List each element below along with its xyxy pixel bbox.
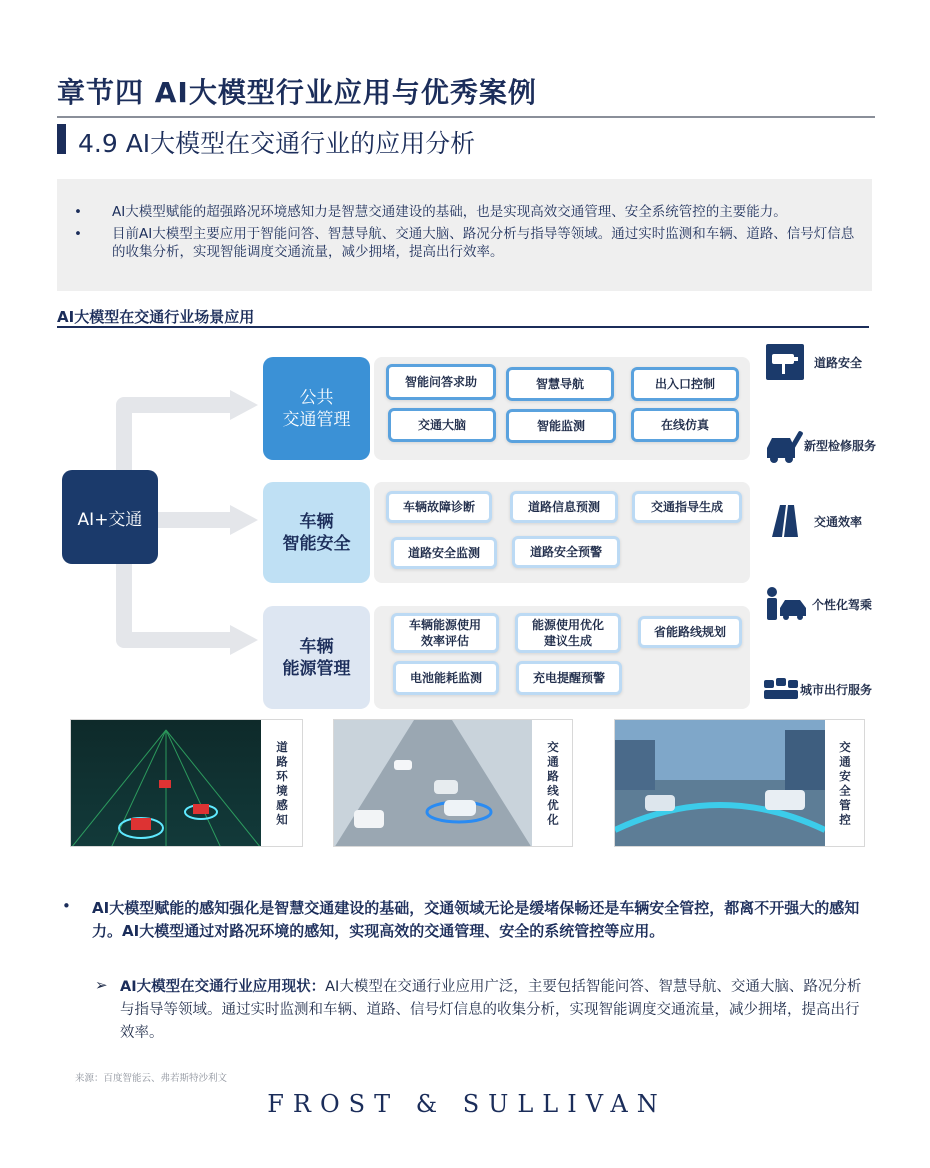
benefit-repair-service: [764, 426, 876, 464]
scenario-chip: 智能监测: [506, 409, 616, 443]
detail-body: AI大模型在交通行业应用广泛，主要包括智能问答、智慧导航、交通大脑、路况分析与指导等领域。通过实时监测和车辆、道路、信号灯信息的收集分析，实现智能调度交通流量，减少拥堵，提高出行效率。: [120, 979, 862, 1041]
category-label: 交通管理: [282, 409, 351, 430]
photo-caption: 道路环境感知: [261, 720, 303, 847]
source-note: 来源：百度智能云、弗若斯特沙利文: [75, 1073, 228, 1084]
intro-bullet: • 目前AI大模型主要应用于智能问答、智慧导航、交通大脑、路况分析与指导等领域。通过实时监测和车辆、道路、信号灯信息的收集分析，实现智能调度交通流量，减少拥堵，提高出行效率。: [74, 225, 864, 261]
scenario-chip: [515, 613, 621, 653]
detail-item: [95, 976, 865, 1045]
benefit-road-safety: [764, 342, 862, 382]
person-car-icon: [764, 586, 808, 622]
scenario-chip: 省能路线规划: [638, 616, 742, 648]
benefit-label: 新型检修服务: [804, 438, 877, 453]
category-public-transport: [263, 357, 370, 460]
scenario-chip: 在线仿真: [631, 408, 739, 442]
photo-safety-control: [614, 719, 865, 847]
summary-text: AI大模型赋能的感知强化是智慧交通建设的基础，交通领域无论是缓堵保畅还是车辆安全管控，都离不开强大的感知力。AI大模型通过对路况环境的感知，实现高效的交通管理、安全的系统管控等应用。: [92, 899, 860, 940]
photo-road-perception: [70, 719, 303, 847]
intro-bullet: • AI大模型赋能的超强路况环境感知力是智慧交通建设的基础，也是实现高效交通管理、安全系统管控的主要能力。: [74, 203, 864, 221]
benefit-city-mobility: [762, 676, 872, 702]
scenario-chip: 智慧导航: [506, 367, 614, 401]
arrow-bullet-icon: ➢: [95, 976, 108, 994]
category-label: 车辆: [299, 636, 334, 657]
road-perception-image: [71, 720, 261, 847]
benefit-label: 道路安全: [814, 355, 863, 370]
benefit-label: 城市出行服务: [800, 682, 873, 697]
category-label: 公共: [299, 387, 334, 408]
diagram-heading: AI大模型在交通行业场景应用: [57, 308, 255, 326]
scenario-chip: 道路安全监测: [391, 537, 497, 569]
scenario-chip: 交通大脑: [388, 408, 496, 442]
photo-caption: 交通安全管控: [825, 720, 865, 847]
category-vehicle-energy: [263, 606, 370, 709]
category-vehicle-safety: [263, 482, 370, 583]
category-label: 能源管理: [282, 658, 351, 679]
scenario-chip: 充电提醒预警: [516, 661, 622, 695]
traffic-camera-icon: [764, 342, 806, 382]
bullet-marker: •: [62, 897, 71, 915]
scenario-chip: 智能问答求助: [386, 364, 496, 400]
scenario-chip: [391, 613, 499, 653]
safety-control-image: [615, 720, 825, 847]
detail-lead: AI大模型在交通行业应用现状：: [120, 979, 326, 995]
route-optimization-image: [334, 720, 532, 847]
city-traffic-icon: [762, 676, 800, 702]
benefit-label: 交通效率: [814, 514, 863, 529]
scenario-chip: 电池能耗监测: [393, 661, 499, 695]
chip-line: 能源使用优化: [531, 618, 604, 632]
chip-line: 车辆能源使用: [408, 618, 481, 632]
category-label: 车辆: [299, 511, 334, 532]
chapter-title: 章节四 AI大模型行业应用与优秀案例: [57, 76, 537, 109]
photo-caption: 交通路线优化: [532, 720, 573, 847]
photo-route-optimization: [333, 719, 573, 847]
car-repair-icon: [764, 426, 804, 464]
brand-logo: FROST & SULLIVAN: [267, 1090, 667, 1118]
benefit-label: 个性化驾乘: [812, 597, 873, 612]
scenario-chip: 道路安全预警: [512, 536, 620, 568]
summary-bullet: [62, 897, 872, 943]
section-title: 4.9 AI大模型在交通行业的应用分析: [78, 129, 476, 158]
detail-text: [120, 976, 865, 1045]
benefit-personalized-driving: [764, 586, 872, 622]
scenario-chip: 交通指导生成: [632, 491, 742, 523]
scenario-chip: 道路信息预测: [510, 491, 618, 523]
chip-line: 效率评估: [420, 634, 469, 648]
ai-transport-root: AI+交通: [62, 470, 158, 564]
benefit-traffic-efficiency: [768, 503, 862, 539]
category-label: 智能安全: [282, 533, 351, 554]
road-lanes-icon: [768, 503, 804, 539]
chip-line: 建议生成: [543, 634, 592, 648]
scenario-chip: 出入口控制: [631, 367, 739, 401]
scenario-chip: 车辆故障诊断: [386, 491, 492, 523]
